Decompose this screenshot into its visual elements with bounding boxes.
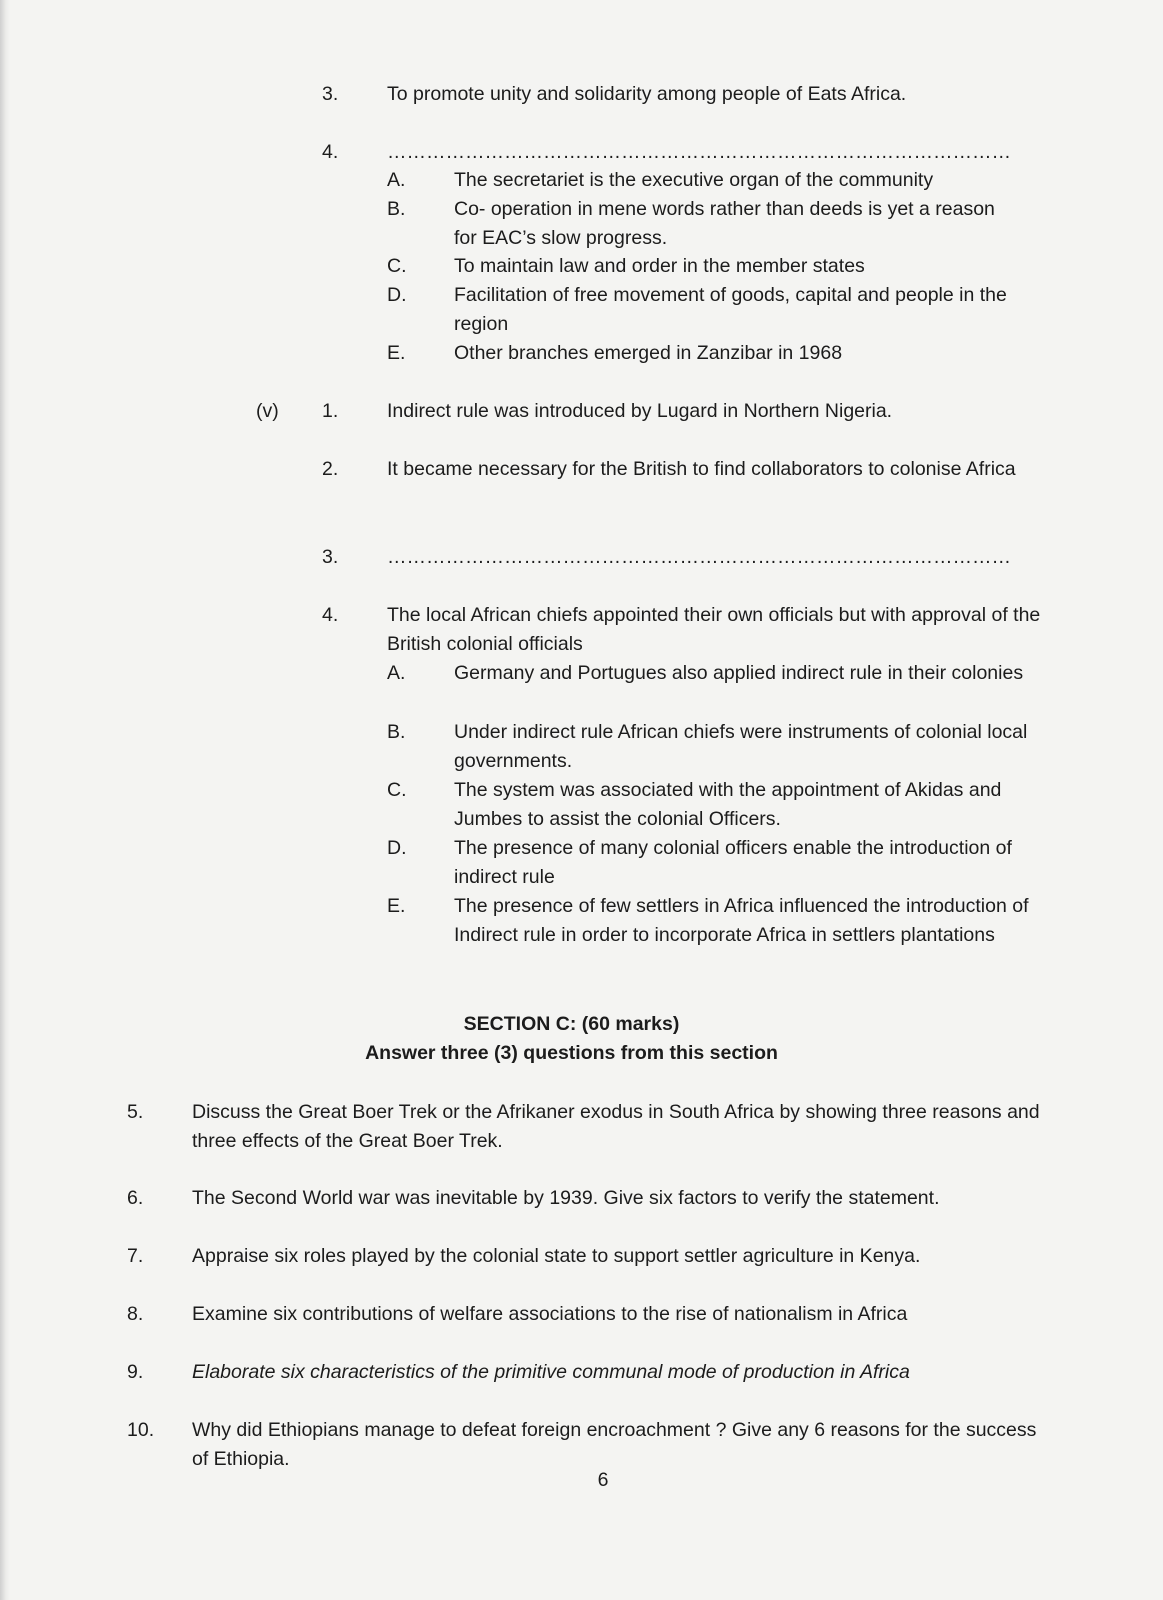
option-letter: C. — [387, 255, 407, 277]
page-edge-shadow — [0, 0, 10, 1600]
question-text: Appraise six roles played by the colonial state to support settler agriculture in Kenya. — [192, 1245, 921, 1267]
question-text: Elaborate six characteristics of the primitive communal mode of production in Africa — [192, 1361, 910, 1383]
item-text: It became necessary for the British to find collaborators to colonise Africa — [387, 458, 1016, 480]
question-number: 9. — [127, 1361, 144, 1383]
item-number: 3. — [322, 546, 339, 568]
item-number: 2. — [322, 458, 339, 480]
option-text: Facilitation of free movement of goods, capital and people in the region — [454, 284, 1007, 335]
item-number: 3. — [322, 83, 339, 105]
option-text: The presence of few settlers in Africa influenced the introduction of Indirect rule in order to incorporate Africa in settlers plantations — [454, 895, 1029, 946]
item-number: 4. — [322, 141, 339, 163]
question-number: 10. — [127, 1419, 155, 1441]
option-letter: D. — [387, 284, 407, 306]
question-text: The Second World war was inevitable by 1939. Give six factors to verify the statement. — [192, 1187, 940, 1209]
question-number: 6. — [127, 1187, 144, 1209]
item-number: 1. — [322, 400, 339, 422]
blank-answer-line: …………………………………………………………………………………… — [387, 141, 1011, 163]
option-text: The system was associated with the appointment of Akidas and Jumbes to assist the colonial Officers. — [454, 779, 1002, 830]
option-letter: B. — [387, 721, 406, 743]
blank-answer-line: …………………………………………………………………………………… — [387, 546, 1011, 568]
item-text: The local African chiefs appointed their own officials but with approval of the British colonial officials — [387, 604, 1041, 655]
question-text: Discuss the Great Boer Trek or the Afrikaner exodus in South Africa by showing three reasons and three effects of the Great Boer Trek. — [192, 1101, 1040, 1152]
option-letter: E. — [387, 895, 406, 917]
item-text: To promote unity and solidarity among people of Eats Africa. — [387, 83, 907, 105]
question-number: 5. — [127, 1101, 144, 1123]
page-number: 6 — [597, 1469, 609, 1491]
option-letter: E. — [387, 342, 406, 364]
option-text: To maintain law and order in the member states — [454, 255, 865, 277]
option-letter: B. — [387, 198, 406, 220]
option-letter: A. — [387, 662, 406, 684]
option-letter: C. — [387, 779, 407, 801]
option-text: Germany and Portugues also applied indirect rule in their colonies — [454, 662, 1024, 684]
part-label: (v) — [256, 400, 279, 422]
option-text: Other branches emerged in Zanzibar in 1968 — [454, 342, 843, 364]
item-number: 4. — [322, 604, 339, 626]
item-text: Indirect rule was introduced by Lugard in Northern Nigeria. — [387, 400, 893, 422]
question-text: Examine six contributions of welfare associations to the rise of nationalism in Africa — [192, 1303, 908, 1325]
section-instruction: Answer three (3) questions from this section — [365, 1042, 778, 1064]
option-text: Co- operation in mene words rather than deeds is yet a reason for EAC’s slow progress. — [454, 198, 995, 249]
question-number: 7. — [127, 1245, 144, 1267]
option-letter: A. — [387, 169, 406, 191]
option-text: The presence of many colonial officers enable the introduction of indirect rule — [454, 837, 1012, 888]
question-number: 8. — [127, 1303, 144, 1325]
option-letter: D. — [387, 837, 407, 859]
section-title: SECTION C: (60 marks) — [463, 1013, 680, 1035]
option-text: Under indirect rule African chiefs were instruments of colonial local governments. — [454, 721, 1028, 772]
option-text: The secretariet is the executive organ of the community — [454, 169, 934, 191]
question-text: Why did Ethiopians manage to defeat foreign encroachment ? Give any 6 reasons for the success of Ethiopia. — [192, 1419, 1037, 1470]
